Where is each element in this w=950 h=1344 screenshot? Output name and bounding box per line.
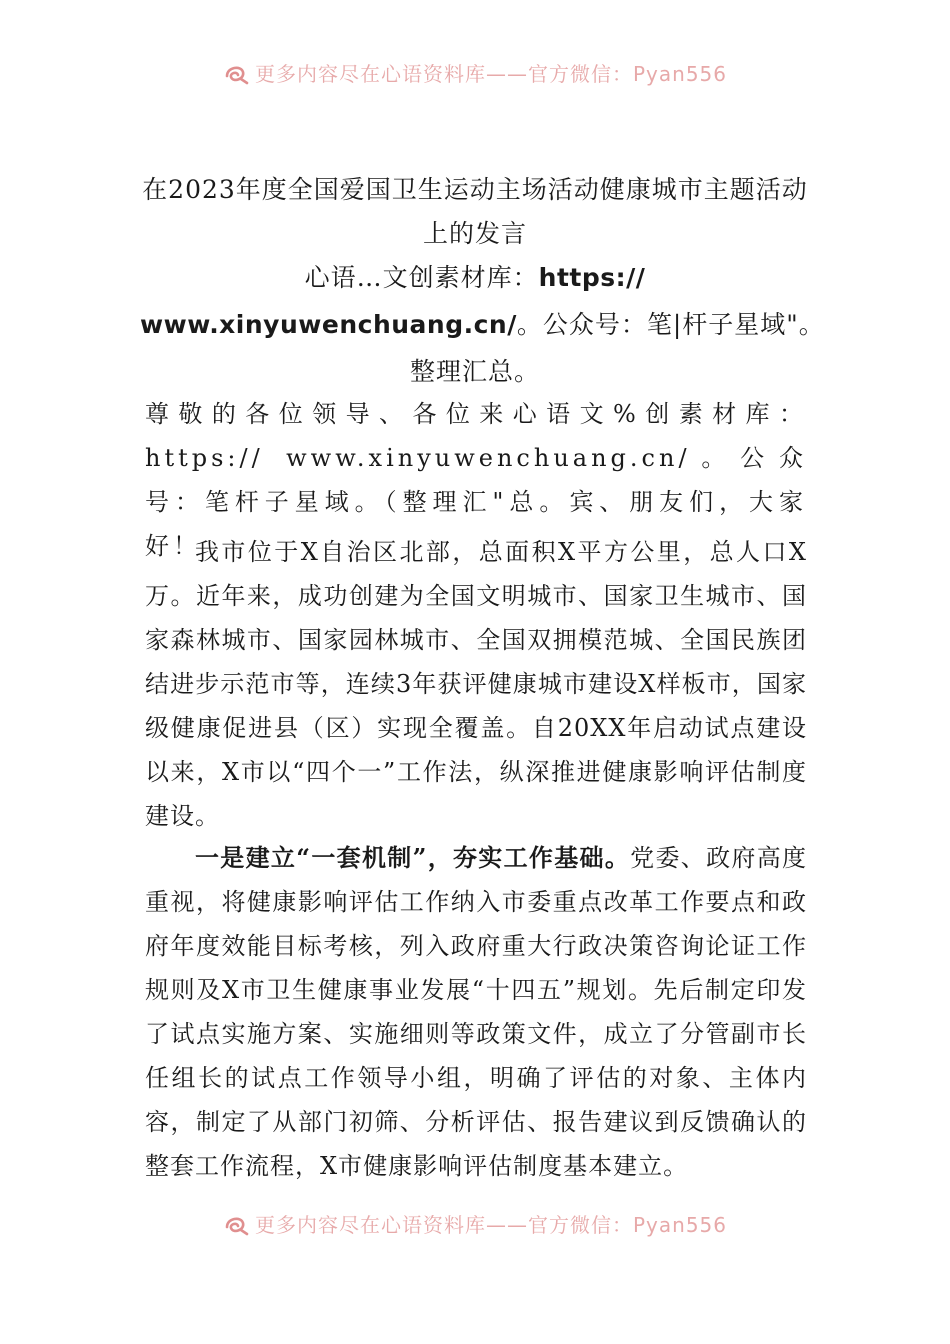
source-notice-account: 。公众号：笔|杆子星域"。 [516,310,825,339]
watermark-text: 更多内容尽在心语资料库——官方微信： [254,62,633,86]
document-title-line-2: 上的发言 [422,219,527,248]
point-one-paragraph [145,836,807,1188]
watermark-text: 更多内容尽在心语资料库——官方微信： [254,1213,633,1237]
document-title-line-1: 在2023年度全国爱国卫生运动主场活动健康城市主题活动 [142,175,808,204]
source-notice-line-2 [140,300,825,350]
watermark-account: Pyan556 [632,1213,727,1237]
swirl-logo-icon [223,62,249,86]
source-notice-line-1 [140,256,810,300]
header-watermark [0,58,950,87]
swirl-logo-icon [223,1213,249,1237]
source-url-part-1: https:// [538,263,646,292]
point-one-body: 党委、政府高度重视，将健康影响评估工作纳入市委重点改革工作要点和政府年度效能目标考核，列入政府重大行政决策咨询论证工作规则及X市卫生健康事业发展“十四五”规划。先后制定印发了试点实施方案、实施细则等政策文件，成立了分管副市长任组长的试点工作领导小组，明确了评估的对象、主体内容，制定了从部门初筛、分析评估、报告建议到反馈确认的整套工作流程，X市健康影响评估制度基本建立。 [145,844,808,1180]
source-notice-line-3: 整理汇总。 [409,357,540,386]
source-notice-label: 心语…文创素材库： [304,263,539,292]
footer-watermark [0,1209,950,1238]
greeting-paragraph: 尊敬的各位领导、各位来心语文%创素材库：https:// www.xinyuwenchuang.cn/。公众号：笔杆子星域。（整理汇"总。宾、朋友们，大家好！ [145,400,807,560]
intro-paragraph: 我市位于X自治区北部，总面积X平方公里，总人口X万。近年来，成功创建为全国文明城市、国家卫生城市、国家森林城市、国家园林城市、全国双拥模范城、全国民族团结进步示范市等，连续3年获评健康城市建设X样板市，国家级健康促进县（区）实现全覆盖。自20XX年启动试点建设以来，X市以“四个一”工作法，纵深推进健康影响评估制度建设。 [145,538,807,830]
source-url-part-2: www.xinyuwenchuang.cn/ [140,310,517,339]
watermark-account: Pyan556 [632,62,727,86]
point-one-heading: 一是建立“一套机制”，夯实工作基础。 [195,843,631,872]
